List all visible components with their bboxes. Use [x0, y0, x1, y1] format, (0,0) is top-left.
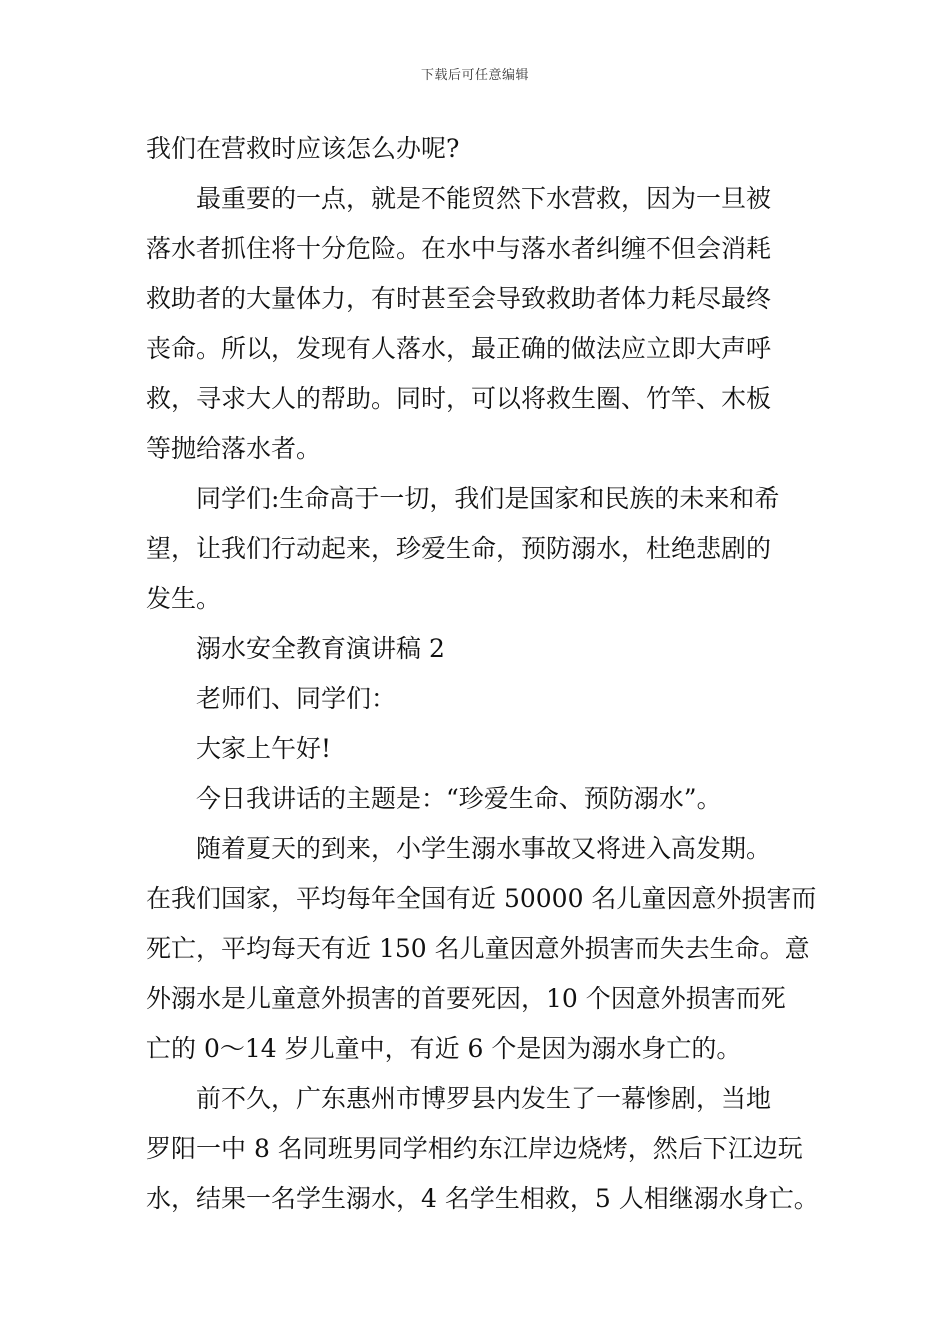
text-line: 同学们:生命高于一切，我们是国家和民族的未来和希: [196, 484, 780, 513]
text-line: 我们在营救时应该怎么办呢?: [146, 134, 460, 163]
text-line: 落水者抓住将十分危险。在水中与落水者纠缠不但会消耗: [146, 234, 772, 263]
salutation: 老师们、同学们：: [196, 684, 397, 713]
text-line: 在我们国家，平均每年全国有近 50000 名儿童因意外损害而: [146, 884, 817, 913]
text-line: 救，寻求大人的帮助。同时，可以将救生圈、竹竿、木板: [146, 384, 772, 413]
text-line: 望，让我们行动起来，珍爱生命，预防溺水，杜绝悲剧的: [146, 534, 772, 563]
document-body: [146, 124, 826, 1224]
text-line: 前不久，广东惠州市博罗县内发生了一幕惨剧，当地: [196, 1084, 772, 1113]
text-line: 发生。: [146, 584, 222, 613]
text-line: 最重要的一点，就是不能贸然下水营救，因为一旦被: [196, 184, 772, 213]
text-line: 亡的 0～14 岁儿童中，有近 6 个是因为溺水身亡的。: [146, 1034, 742, 1063]
text-line: 救助者的大量体力，有时甚至会导致救助者体力耗尽最终: [146, 284, 772, 313]
page-header-note: 下载后可任意编辑: [420, 68, 529, 83]
text-line: 死亡，平均每天有近 150 名儿童因意外损害而失去生命。意: [146, 934, 810, 963]
text-line: 水，结果一名学生溺水，4 名学生相救，5 人相继溺水身亡。: [146, 1184, 819, 1213]
text-line: 外溺水是儿童意外损害的首要死因，10 个因意外损害而死: [146, 984, 786, 1013]
greeting: 大家上午好!: [196, 734, 332, 763]
text-line: 罗阳一中 8 名同班男同学相约东江岸边烧烤，然后下江边玩: [146, 1134, 803, 1163]
section-heading: 溺水安全教育演讲稿 2: [196, 634, 445, 663]
text-line: 今日我讲话的主题是：“珍爱生命、预防溺水”。: [196, 784, 722, 813]
text-line: 等抛给落水者。: [146, 434, 322, 463]
text-line: 丧命。所以，发现有人落水，最正确的做法应立即大声呼: [146, 334, 772, 363]
text-line: 随着夏天的到来，小学生溺水事故又将进入高发期。: [196, 834, 772, 863]
